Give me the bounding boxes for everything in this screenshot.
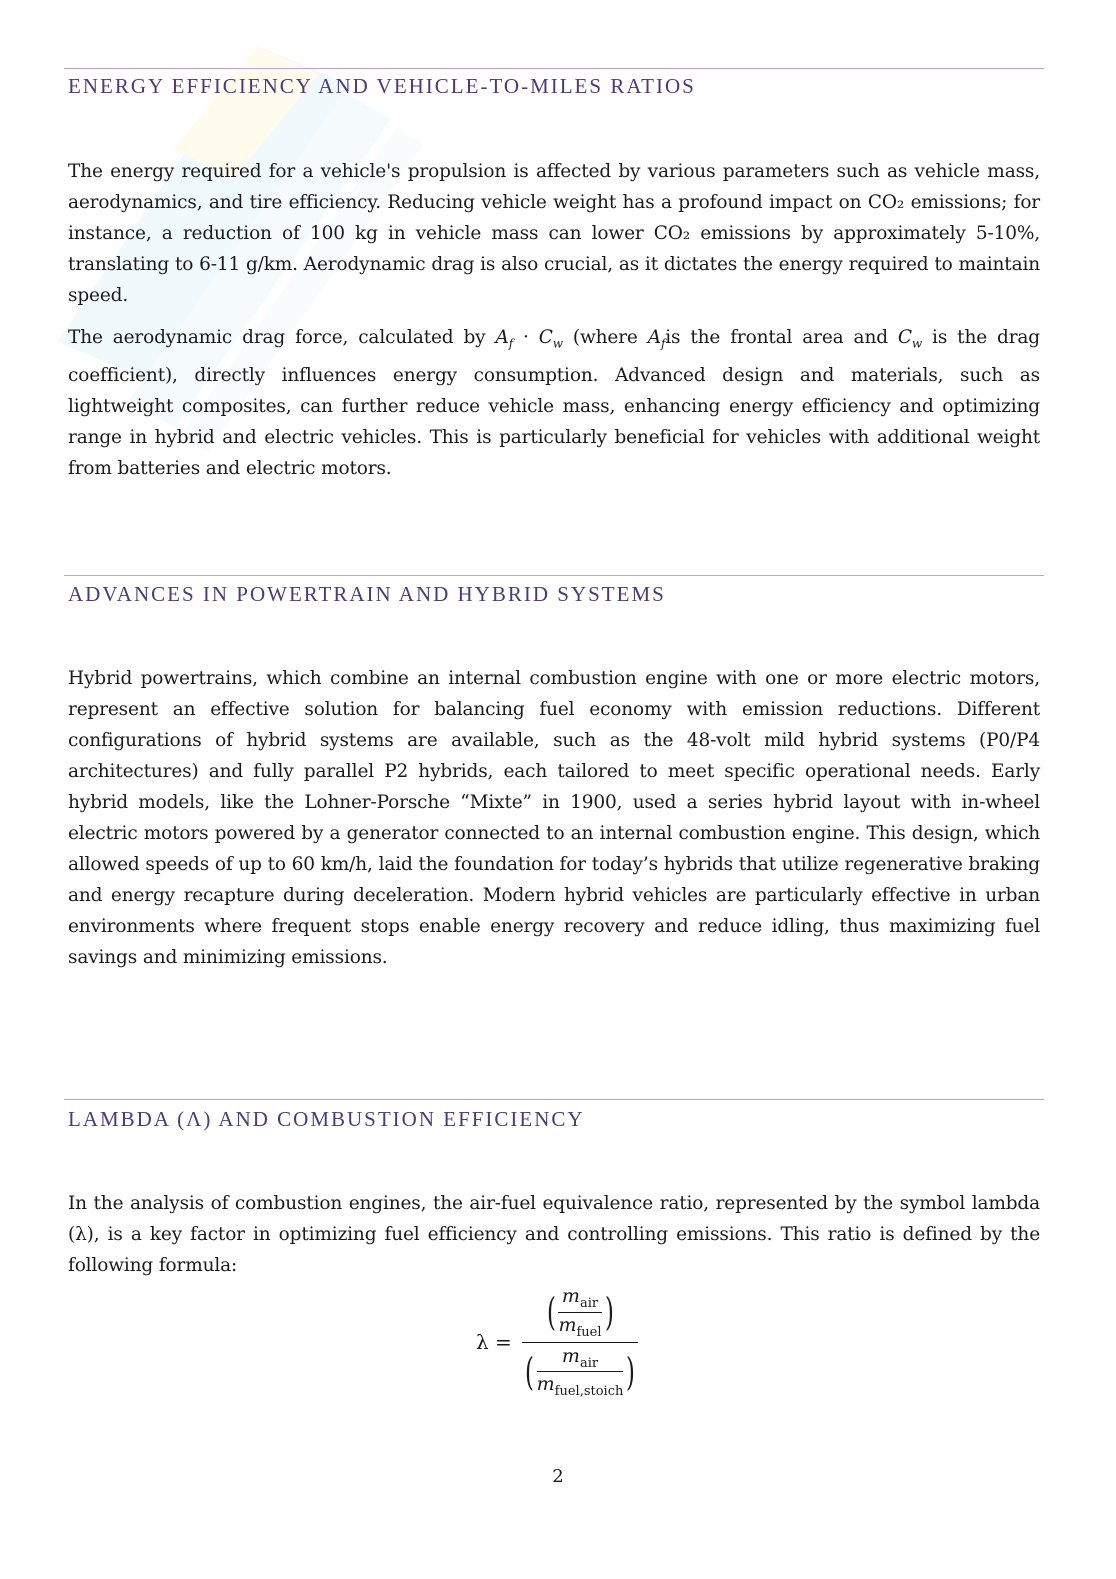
paragraph-lambda-intro: In the analysis of combustion engines, the air-fuel equivalence ratio, represented by the symbol lambda (λ), is a key factor in optimizing fuel efficiency and controlling emissions. This ratio is defined by the following formula: (68, 1193, 1040, 1276)
drag-text-1: The aerodynamic drag force, calculated by (68, 327, 496, 348)
section-heading-lambda: LAMBDA (Λ) AND COMBUSTION EFFICIENCY (68, 1107, 585, 1131)
drag-text-2: (where (562, 327, 648, 348)
formula-main-fraction (522, 1285, 638, 1399)
drag-coefficient-symbol: $C_w$ (897, 327, 923, 351)
numerator-group: ( $m_{air}$ $m_{fuel}$ ) (546, 1284, 614, 1340)
section-divider (64, 575, 1044, 576)
section-divider (64, 1099, 1044, 1100)
section-heading-energy-efficiency: ENERGY EFFICIENCY AND VEHICLE-TO-MILES RATIOS (68, 74, 696, 98)
drag-text-4: is the drag coefficient), directly influences energy consumption. Advanced design and materials, such as lightweight composites, can further reduce vehicle mass, enhancing energy efficiency and optimizing range in hybrid and electric vehicles. This is particularly beneficial for vehicles with additional weight from batteries and electric motors. (68, 327, 1040, 479)
paragraph-hybrid-powertrains: Hybrid powertrains, which combine an internal combustion engine with one or more electric motors, represent an effective solution for balancing fuel economy with emission reductions. Different configurations of hybrid systems are available, such as the 48-volt mild hybrid systems (P0/P4 architectures) and fully parallel P2 hybrids, each tailored to meet specific operational needs. Early hybrid models, like the Lohner-Porsche “Mixte” in 1900, used a series hybrid layout with in-wheel electric motors powered by a generator connected to an internal combustion engine. This design, which allowed speeds of up to 60 km/h, laid the foundation for today’s hybrids that utilize regenerative braking and energy recapture during deceleration. Modern hybrid vehicles are particularly effective in urban environments where frequent stops enable energy recovery and reduce idling, thus maximizing fuel savings and minimizing emissions. (68, 668, 1040, 968)
section-heading-powertrain: ADVANCES IN POWERTRAIN AND HYBRID SYSTEMS (68, 582, 666, 606)
section-divider (64, 68, 1044, 69)
drag-expression: $A_f \cdot C_w$ (495, 327, 563, 351)
drag-text-3: is the frontal area and (665, 327, 898, 348)
frontal-area-symbol: $A_f$ (647, 327, 666, 351)
paragraph-aerodynamic-drag (68, 322, 1040, 484)
lambda-formula (476, 1284, 638, 1400)
page-number: 2 (552, 1466, 564, 1487)
denominator-group: ( $m_{air}$ $m_{fuel,stoich}$ ) (524, 1344, 636, 1400)
formula-fraction-bar (522, 1342, 638, 1343)
formula-lhs: λ = (476, 1330, 512, 1354)
paragraph-energy-required: The energy required for a vehicle's propulsion is affected by various parameters such as vehicle mass, aerodynamics, and tire efficiency. Reducing vehicle weight has a profound impact on CO₂ emissions; for instance, a reduction of 100 kg in vehicle mass can lower CO₂ emissions by approximately 5-10%, translating to 6-11 g/km. Aerodynamic drag is also crucial, as it dictates the energy required to maintain speed. (68, 161, 1040, 306)
